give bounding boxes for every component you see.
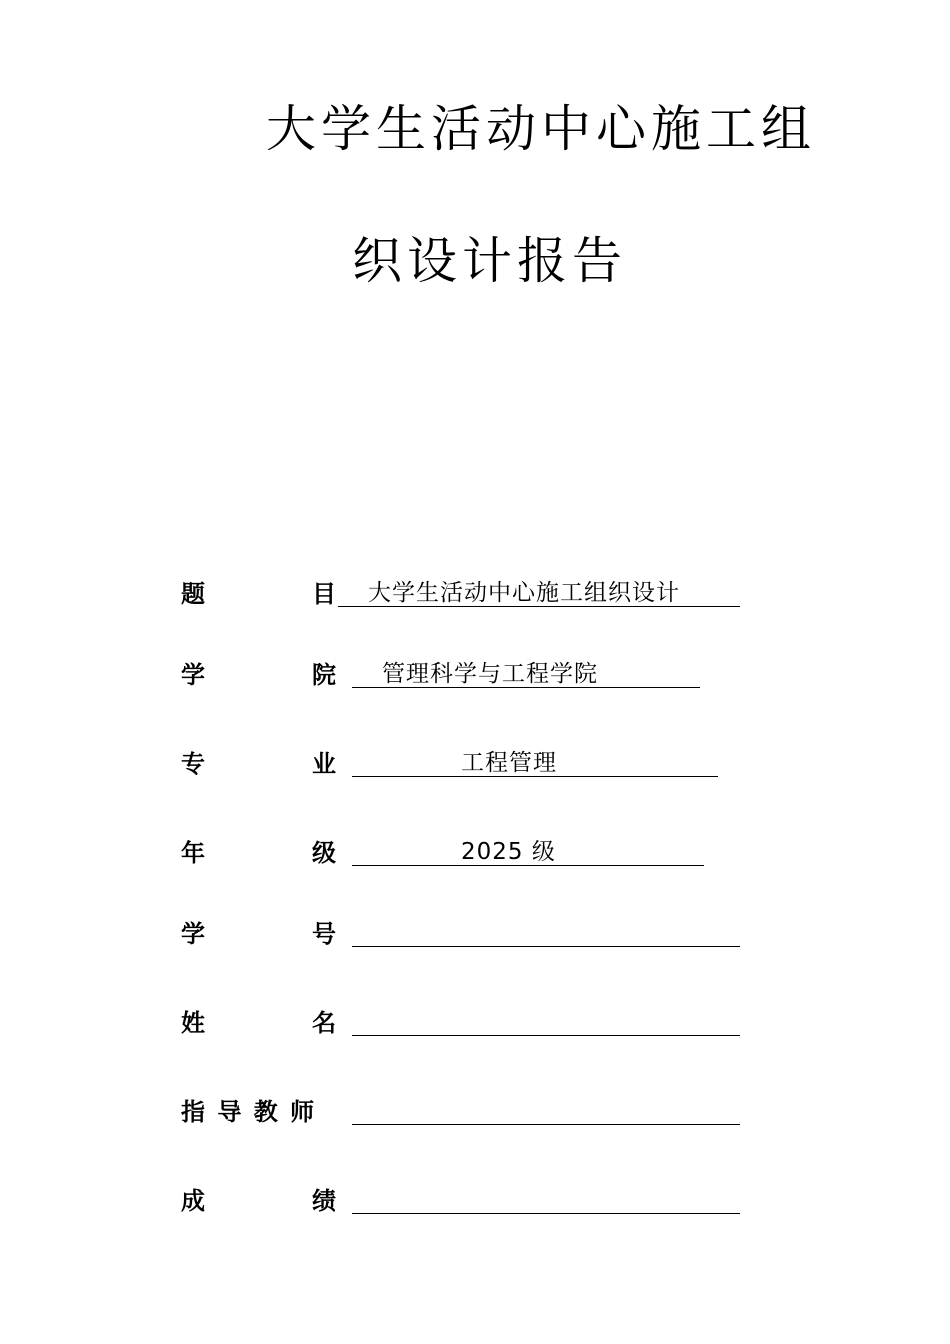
field-value-college[interactable]: 管理科学与工程学院 bbox=[382, 661, 598, 687]
field-label-name-left: 姓 bbox=[181, 1009, 205, 1037]
field-label-name-right: 名 bbox=[312, 1009, 336, 1037]
field-label-major-left: 专 bbox=[181, 750, 205, 778]
field-label-grade-left: 年 bbox=[181, 839, 205, 867]
field-label-grade-right: 级 bbox=[312, 839, 336, 867]
field-underline-topic bbox=[338, 606, 740, 607]
field-label-major-right: 业 bbox=[312, 750, 336, 778]
field-underline-advisor[interactable] bbox=[352, 1124, 740, 1125]
field-underline-score[interactable] bbox=[352, 1213, 740, 1214]
field-underline-major bbox=[352, 776, 718, 777]
field-label-advisor: 指 导 教 师 bbox=[181, 1098, 317, 1126]
report-title-line-2: 织设计报告 bbox=[352, 232, 627, 290]
field-underline-grade bbox=[352, 865, 704, 866]
field-value-grade[interactable]: 2025 级 bbox=[461, 839, 556, 865]
field-value-topic[interactable]: 大学生活动中心施工组织设计 bbox=[368, 580, 680, 606]
field-label-topic-right: 目 bbox=[312, 580, 336, 608]
field-label-college-right: 院 bbox=[312, 661, 336, 689]
field-label-score-right: 绩 bbox=[312, 1187, 336, 1215]
field-underline-student-id[interactable] bbox=[352, 946, 740, 947]
report-title-line-1: 大学生活动中心施工组 bbox=[266, 100, 816, 158]
field-underline-name[interactable] bbox=[352, 1035, 740, 1036]
field-label-student-id-right: 号 bbox=[312, 920, 336, 948]
field-label-topic-left: 题 bbox=[181, 580, 205, 608]
field-underline-college bbox=[352, 687, 700, 688]
field-label-score-left: 成 bbox=[181, 1187, 205, 1215]
field-label-student-id-left: 学 bbox=[181, 920, 205, 948]
field-label-college-left: 学 bbox=[181, 661, 205, 689]
field-value-major[interactable]: 工程管理 bbox=[461, 750, 557, 776]
